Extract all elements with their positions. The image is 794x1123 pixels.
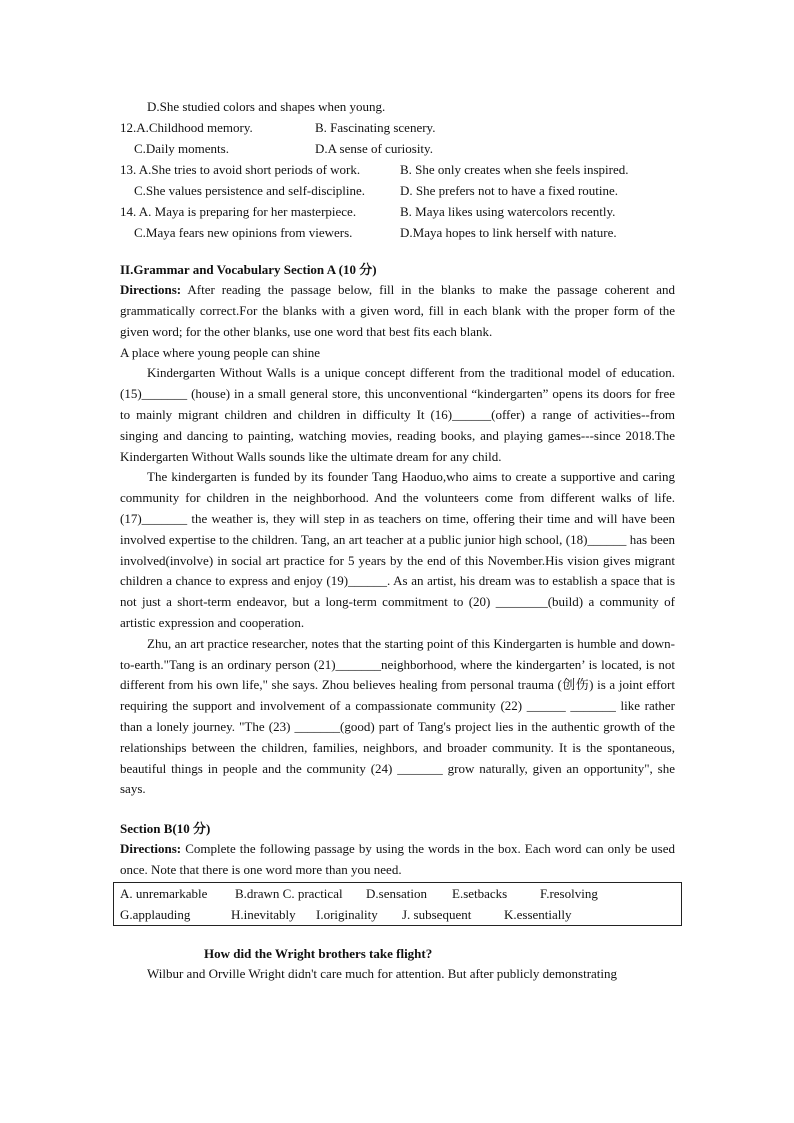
q13-option-a: 13. A.She tries to avoid short periods of work.	[120, 162, 361, 177]
passage-b-first-line: Wilbur and Orville Wright didn't care much for attention. But after publicly demonstrating	[147, 965, 618, 981]
word-k: K.essentially	[504, 906, 572, 922]
q14-option-b: B. Maya likes using watercolors recently.	[400, 204, 616, 219]
q14-option-c: C.Maya fears new opinions from viewers.	[134, 225, 353, 240]
q14-row1	[120, 201, 675, 222]
word-b-c: B.drawn C. practical	[235, 885, 343, 901]
word-j: J. subsequent	[402, 906, 472, 922]
q12-row1	[120, 117, 675, 138]
q12-option-a: 12.A.Childhood memory.	[120, 120, 253, 135]
q13-row2	[120, 180, 675, 201]
passage-a-title: A place where young people can shine	[120, 345, 320, 361]
q12-option-d: D.A sense of curiosity.	[315, 141, 433, 156]
word-box	[113, 882, 682, 926]
q12-option-b: B. Fascinating scenery.	[315, 120, 436, 135]
word-box-row1	[120, 883, 681, 904]
q13-option-b: B. She only creates when she feels inspired.	[400, 162, 629, 177]
word-h: H.inevitably	[231, 906, 296, 922]
q12-option-c: C.Daily moments.	[134, 141, 229, 156]
section-a-directions	[120, 280, 675, 342]
directions-label: Directions:	[120, 282, 182, 297]
section-b-heading: Section B(10 分)	[120, 821, 211, 837]
q13-row1	[120, 159, 675, 180]
exam-page	[120, 96, 675, 985]
word-d: D.sensation	[366, 885, 428, 901]
word-g: G.applauding	[120, 906, 191, 922]
passage-a-paragraph-3: Zhu, an art practice researcher, notes that the starting point of this Kindergarten is humble and down-to-earth."Tang is an ordinary person (21)_______neighborhood, where the kindergarten’ is located, is not different from his own life," she says. Zhou believes healing from personal trauma (创伤) is a joint effort requiring the support and involvement of a compassionate community (22) ______ _______ like rather than a lonely journey. "The (23) _______(good) part of Tang's project lies in the authentic growth of the relationships between the children, families, neighbors, and broader community. It is the spontaneous, beautiful things in people and the community (24) _______ grow naturally, given an opportunity", she says.	[120, 635, 675, 797]
word-f: F.resolving	[540, 885, 598, 901]
word-i: I.originality	[316, 906, 378, 922]
passage-a-paragraph-1: Kindergarten Without Walls is a unique concept different from the traditional model of education.(15)_______ (house) in a small general store, this unconventional “kindergarten” opens its doors for free to mainly migrant children and children in difficulty It (16)______(offer) a range of activities--from singing and dancing to painting, watching movies, reading books, and playing games---since 2018.The Kindergarten Without Walls sounds like the ultimate dream for any child.	[120, 365, 675, 464]
q13-option-c: C.She values persistence and self-discipline.	[134, 183, 366, 198]
passage-a-paragraph-2: The kindergarten is funded by its founder Tang Haoduo,who aims to create a supportive and caring community for children in the neighborhood. And the volunteers come from different walks of life. (17)_______ the weather is, they will step in as teachers on time, offering their time and will have been involved expertise to the children. Tang, an art teacher at a public junior high school, (18)______ has been involved(involve) in social art practice for 5 years by the end of this November.His vision gives migrant children a chance to express and enjoy (19)______. As an artist, his dream was to establish a space that is not just a short-term endeavor, but a long-term commitment to (20) ________(build) a community of artistic expression and cooperation.	[120, 469, 675, 630]
directions-text: After reading the passage below, fill in the blanks to make the passage coherent and grammatically correct.For the blanks with a given word, fill in each blank with the proper form of the given word; for the other blanks, use one word that best fits each blank.	[120, 282, 675, 339]
section-a-heading: II.Grammar and Vocabulary Section A (10 分)	[120, 262, 377, 277]
q12-row2	[120, 138, 675, 159]
q11-option-d: D.She studied colors and shapes when young.	[147, 99, 386, 114]
word-box-row2	[120, 904, 681, 925]
directions-label-b: Directions:	[120, 841, 182, 857]
q14-row2	[120, 222, 675, 243]
word-a: A. unremarkable	[120, 885, 208, 901]
passage-b-title: How did the Wright brothers take flight?	[204, 945, 433, 961]
q13-option-d: D. She prefers not to have a fixed routine.	[400, 183, 619, 198]
word-e: E.setbacks	[452, 885, 508, 901]
directions-text-b: Complete the following passage by using the words in the box. Each word can only be used once. Note that there is one word more than you need.	[120, 841, 675, 877]
q14-option-d: D.Maya hopes to link herself with nature.	[400, 225, 617, 240]
q14-option-a: 14. A. Maya is preparing for her masterpiece.	[120, 204, 357, 219]
section-b-directions	[120, 839, 675, 881]
